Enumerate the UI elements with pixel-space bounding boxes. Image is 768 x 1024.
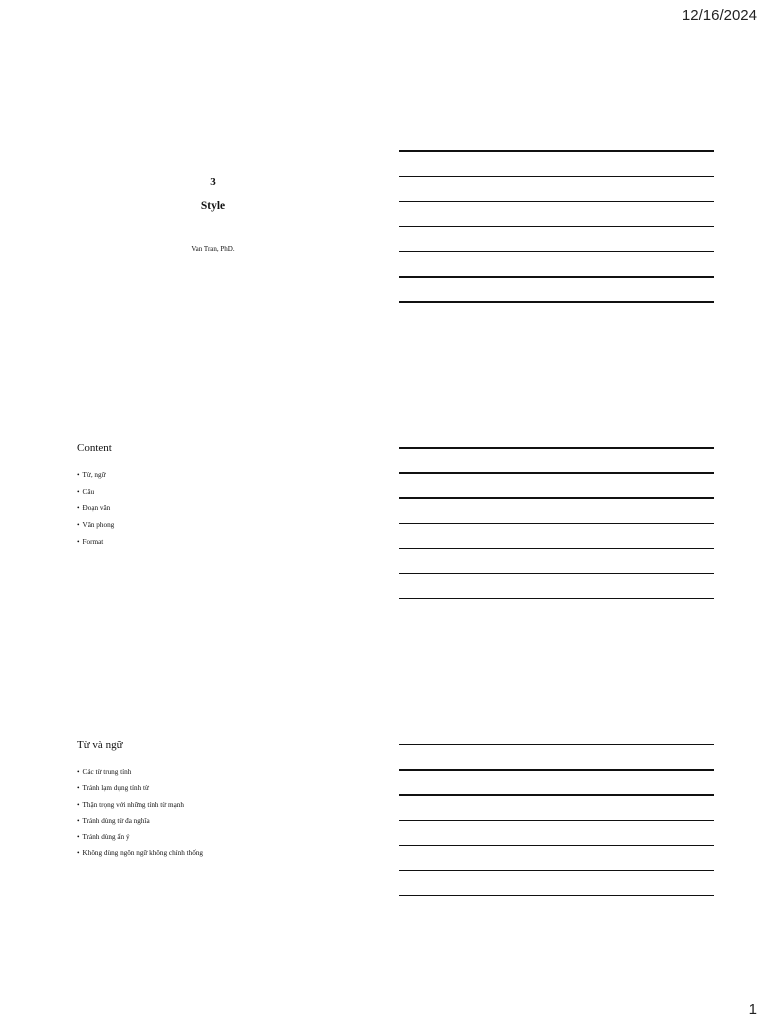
chapter-number: 3 xyxy=(210,176,216,188)
note-line xyxy=(399,870,714,871)
bullet-item: • Format xyxy=(77,538,358,546)
bullet-item: • Đoạn văn xyxy=(77,504,358,512)
title-block xyxy=(68,176,358,253)
bullet-item: • Tránh dùng từ đa nghĩa xyxy=(77,817,358,825)
bullet-item: • Không dùng ngôn ngữ không chính thống xyxy=(77,849,358,857)
slide-thumbnail-1 xyxy=(68,168,358,253)
note-line xyxy=(399,251,714,252)
slide-title: Style xyxy=(200,200,226,212)
note-line xyxy=(399,794,714,796)
bullet-item: • Thận trọng với những tính từ mạnh xyxy=(77,801,358,809)
note-line xyxy=(399,744,714,745)
bullet-list xyxy=(77,471,358,546)
bullet-item: • Tránh lạm dụng tính từ xyxy=(77,784,358,792)
note-line xyxy=(399,820,714,821)
note-line xyxy=(399,276,714,278)
page-number: 1 xyxy=(748,1001,757,1018)
note-line xyxy=(399,150,714,152)
note-line xyxy=(399,769,714,771)
note-line xyxy=(399,598,714,599)
note-line xyxy=(399,573,714,574)
note-line xyxy=(399,497,714,499)
bullet-item: • Câu xyxy=(77,488,358,496)
note-line xyxy=(399,301,714,303)
note-line xyxy=(399,472,714,474)
slide-title: Content xyxy=(77,442,112,454)
slide-thumbnail-2 xyxy=(68,440,358,554)
bullet-item: • Từ, ngữ xyxy=(77,471,358,479)
note-line xyxy=(399,447,714,449)
bullet-item: • Các từ trung tính xyxy=(77,768,358,776)
print-date: 12/16/2024 xyxy=(681,7,757,24)
note-line xyxy=(399,226,714,227)
slide-thumbnail-3 xyxy=(68,737,358,866)
bullet-item: • Văn phong xyxy=(77,521,358,529)
author-name: Van Tran, PhD. xyxy=(191,245,235,253)
note-line xyxy=(399,845,714,846)
bullet-item: • Tránh dùng ẩn ý xyxy=(77,833,358,841)
note-line xyxy=(399,523,714,524)
note-line xyxy=(399,548,714,549)
note-line xyxy=(399,201,714,202)
bullet-list xyxy=(77,768,358,857)
note-line xyxy=(399,176,714,177)
note-line xyxy=(399,895,714,896)
slide-title: Từ và ngữ xyxy=(77,739,123,751)
